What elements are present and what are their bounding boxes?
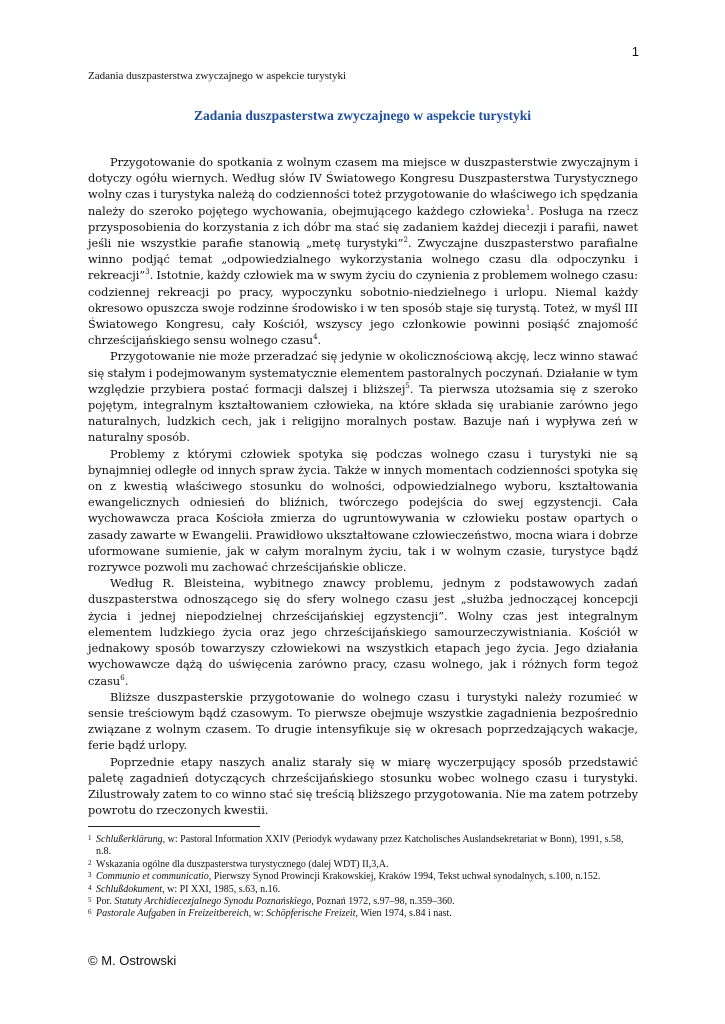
footnotes [88, 834, 638, 921]
footnote-ref-6[interactable]: 6 [120, 673, 125, 682]
paragraph-3 [88, 446, 638, 576]
footnote-6 [88, 908, 638, 920]
footnote-italic: Statuty Archidiecezjalnego Synodu Poznańskiego [114, 896, 312, 908]
text-span: Według R. Bleisteina, wybitnego znawcy problemu, jednym z podstawowych zadań duszpasterstwa odnoszącego się do sfery wolnego czasu jest „służba jednoczącej koncepcji życia i jednej niepodzielnej chrześcijańskiej egzystencji”. Wolny czas jest integralnym elementem ludzkiego życia oraz jego chrześcijańskiego samourzeczywistniania. Kościół w jednakowy sposób towarzyszy człowiekowi na wszystkich etapach jego życia. Jego działania wychowawcze dążą do uświęcenia zarówno pracy, czasu wolnego, jak i różnych form tegoż czasu [88, 576, 638, 688]
footnote-rest: , Poznań 1972, s.97–98, n.359–360. [311, 896, 455, 908]
footnote-italic: Schlußerklärung [96, 834, 163, 845]
footnote-1 [88, 834, 638, 859]
footnote-ref-1[interactable]: 1 [525, 203, 531, 212]
footnote-ref-2[interactable]: 2 [403, 236, 408, 245]
footnote-text [96, 871, 638, 883]
text-span: Poprzednie etapy naszych analiz starały się w miarę wyczerpujący sposób przedstawić paletę zagadnień dotyczących chrześcijańskiego stosunku wobec wolnego czasu i turystyki. Zilustrowały zatem to co winno stać się treścią bliższego przygotowania. Nie ma zatem potrzeby powrotu do rzeczonych kwestii. [88, 754, 638, 818]
document-title: Zadania duszpasterstwa zwyczajnego w aspekcie turystyki [193, 108, 532, 123]
text-span: Bliższe duszpasterskie przygotowanie do wolnego czasu i turystyki należy rozumieć w sensie treściowym bądź czasowym. To pierwsze obejmuje wszystkie zagadnienia bezpośrednio związane z wolnym czasem. To drugie intensyfikuje się w okresach poprzedzających wakacje, ferie bądź urlopy. [88, 689, 638, 753]
text-span: . Posługa na rzecz przysposobienia do korzystania z ich dóbr ma stać się zadaniem każdej diecezji i parafii, nawet jeśli nie wszystkie parafie stanowią „metę turystyki” [88, 203, 638, 251]
text-span: Przygotowanie do spotkania z wolnym czasem ma miejsce w duszpasterstwie zwyczajnym i dotyczy ogółu wiernych. Według słów IV Światowego Kongresu Duszpasterstwa Turystycznego wolny czas i turystyka należą do codzienności toteż przygotowanie do właściwego ich spędzania należy do szeroko pojętego wychowania, obejmującego każdego człowieka [88, 155, 638, 218]
footnote-italic: Schlußdokument [96, 883, 163, 895]
text-span: Problemy z którymi człowiek spotyka się podczas wolnego czasu i turystyki nie są bynajmniej odległe od innych spraw życia. Także w innych momentach codzienności spotyka się on z kwestią właściwego stosunku do wolności, odpowiedzialnego wyboru, kształtowania ewangelicznych odniesień do bliźnich, twórczego podejścia do swej egzystencji. Cała wychowawcza praca Kościoła zmierza do ugruntowywania w człowieku postaw opartych o zasady zawarte w Ewangelii. Prawidłowo ukształtowane człowieczeństwo, mocna wiara i dobrze uformowane sumienie, jak w całym moralnym życiu, tak i w wolnym czasie, turystyce bądź rozrywce pozwoli mu zachować chrześcijańskie oblicze. [88, 446, 638, 575]
body-text [88, 154, 638, 818]
copyright-footer: © M. Ostrowski [88, 953, 177, 968]
text-span: . Istotnie, każdy człowiek ma w swym życiu do czynienia z problemem wolnego czasu: codziennej rekreacji po pracy, wypoczynku sobotnio-niedzielnego i urlopu. Niemal każdy okresowo opuszcza swoje rodzinne środowisko i w ten sposób staje się turystą. Toteż, w myśl III Światowego Kongresu, cały Kościół, wszyscy jego członkowie powinni posiąść znajomość chrześcijańskiego sensu wolnego czasu [88, 268, 638, 348]
footnote-pre: Por. [96, 896, 115, 908]
footnote-text [96, 896, 638, 908]
footnote-4 [88, 884, 638, 896]
paragraph-1 [88, 154, 638, 348]
footnote-number: 3 [88, 871, 92, 880]
footnote-5 [88, 896, 638, 908]
footnote-text [96, 834, 638, 859]
footnote-mid: , w: [248, 908, 267, 920]
text-span: Przygotowanie nie może przeradzać się jedynie w okolicznościową akcję, lecz winno stawać się stałym i podejmowanym systematycznie elementem pastoralnych poczynań. Działanie w tym względzie przybiera postać formacji dalszej i bliższej [88, 349, 638, 396]
footnote-ref-5[interactable]: 5 [405, 382, 410, 391]
footnote-italic: Schöpferische Freizeit [266, 908, 356, 920]
footnote-number: 1 [88, 834, 92, 842]
footnote-rest: , Wien 1974, s.84 i nast. [355, 908, 452, 920]
footnote-italic: Pastorale Aufgaben in Freizeitbereich [96, 908, 249, 920]
running-header: Zadania duszpasterstwa zwyczajnego w aspekcie turystyki [88, 70, 347, 82]
footnote-rest: , w: PI XXI, 1985, s.63, n.16. [162, 883, 281, 895]
footnote-text: Wskazania ogólne dla duszpasterstwa turystycznego (dalej WDT) II,3,A. [96, 858, 389, 870]
text-span: . Ta pierwsza utożsamia się z szeroko pojętym, integralnym kształtowaniem człowieka, na które składa się urabianie zarówno jego naturalnych, ludzkich cech, jak i religijno moralnych postaw. Bazuje nań i wypływa zeń w naturalny sposób. [88, 381, 638, 445]
text-span: . [124, 673, 129, 688]
paragraph-6 [88, 754, 638, 819]
footnote-italic: Communio et communicatio [96, 871, 209, 883]
text-span: . [317, 333, 322, 348]
footnote-divider [88, 826, 260, 827]
footnote-number: 6 [88, 908, 92, 917]
page-number: 1 [631, 44, 639, 59]
text-span: . Zwyczajne duszpasterstwo parafialne winno podjąć temat „odpowiedzialnego wykorzystania wolnego czasu dla odpoczynku i rekreacji” [88, 236, 638, 283]
paragraph-2 [88, 348, 638, 445]
footnote-2 [88, 859, 638, 871]
footnote-rest: , w: Pastoral Information XXIV (Periodyk wydawany przez Katcholisches Auslandsekretariat w Bonn), 1991, s.58, n.8. [96, 834, 624, 858]
paragraph-4 [88, 575, 638, 688]
footnote-number: 2 [88, 858, 92, 867]
footnote-ref-3[interactable]: 3 [145, 268, 150, 277]
footnote-number: 5 [88, 896, 92, 905]
footnote-text [96, 884, 638, 896]
footnote-number: 4 [88, 883, 92, 892]
footnote-rest: , Pierwszy Synod Prowincji Krakowskiej, Kraków 1994, Tekst uchwał synodalnych, s.100, n.152. [208, 871, 601, 883]
paragraph-5 [88, 689, 638, 754]
footnote-3 [88, 871, 638, 883]
footnote-text [96, 908, 638, 920]
footnote-ref-4[interactable]: 4 [313, 333, 318, 342]
